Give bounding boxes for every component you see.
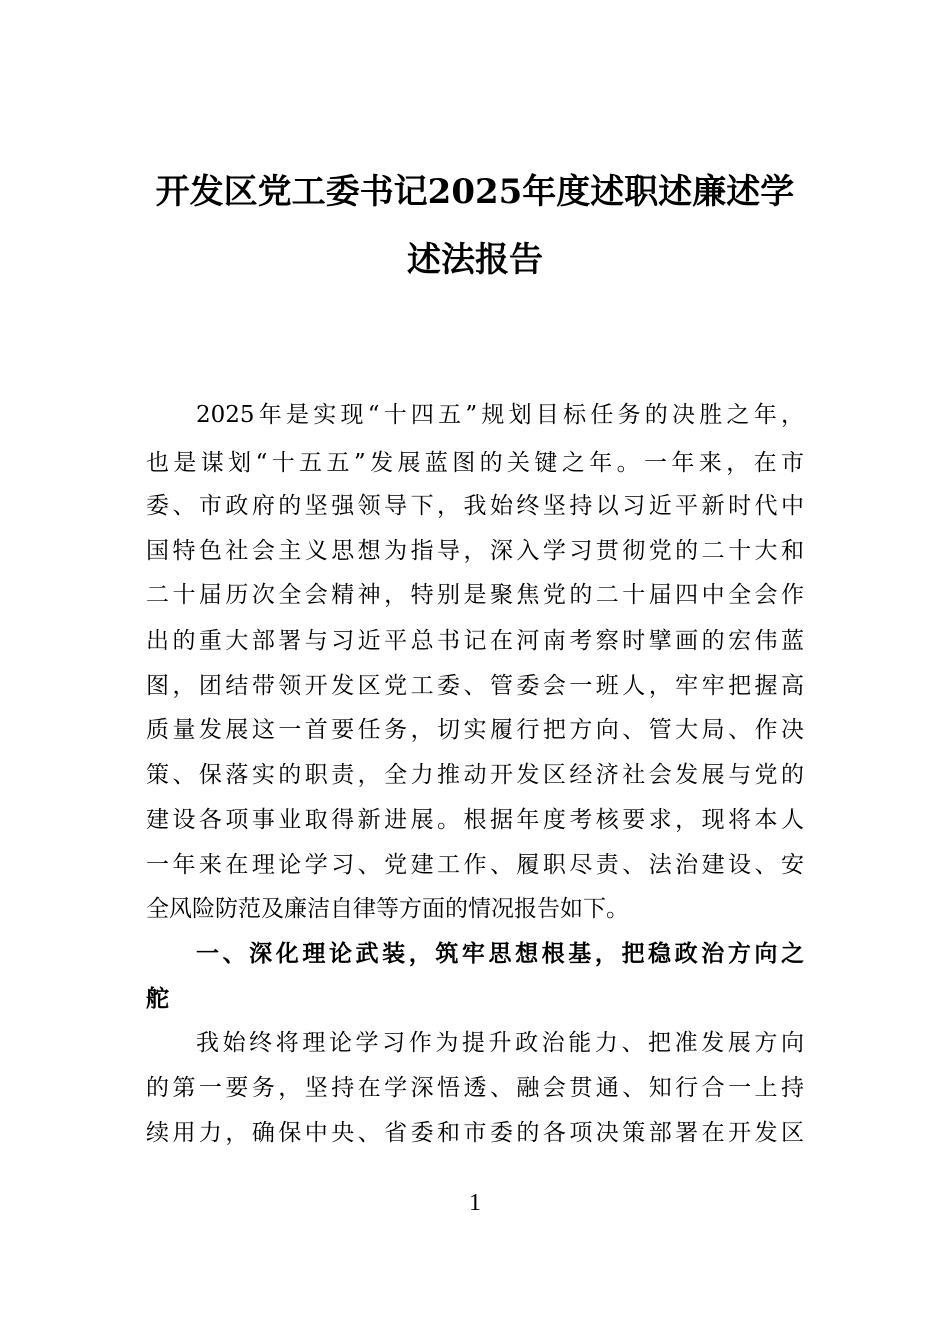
paragraph-line: 续用力，确保中央、省委和市委的各项决策部署在开发区 (146, 1120, 804, 1146)
paragraph-line: 二十届历次全会精神，特别是聚焦党的二十届四中全会作 (146, 582, 804, 608)
paragraph-line: 国特色社会主义思想为指导，深入学习贯彻党的二十大和 (146, 538, 804, 564)
document-title-line-2: 述法报告 (407, 240, 543, 280)
paragraph-line: 质量发展这一首要任务，切实履行把方向、管大局、作决 (146, 717, 804, 743)
paragraph-line: 我始终将理论学习作为提升政治能力、把准发展方向 (196, 1030, 804, 1056)
paragraph-line: 也是谋划“十五五”发展蓝图的关键之年。一年来，在市 (146, 450, 804, 476)
paragraph-line: 委、市政府的坚强领导下，我始终坚持以习近平新时代中 (146, 493, 804, 519)
paragraph-line: 出的重大部署与习近平总书记在河南考察时擘画的宏伟蓝 (146, 628, 804, 654)
paragraph-line: 建设各项事业取得新进展。根据年度考核要求，现将本人 (146, 807, 804, 833)
heading-line: 舵 (146, 986, 169, 1012)
paragraph-line: 策、保落实的职责，全力推动开发区经济社会发展与党的 (146, 762, 804, 788)
paragraph-line: 一年来在理论学习、党建工作、履职尽责、法治建设、安 (146, 852, 804, 878)
paragraph-line: 全风险防范及廉洁自律等方面的情况报告如下。 (146, 896, 629, 922)
paragraph-line: 2025年是实现“十四五”规划目标任务的决胜之年， (196, 402, 804, 428)
page-number: 1 (469, 1190, 481, 1216)
paragraph-line: 的第一要务，坚持在学深悟透、融会贯通、知行合一上持 (146, 1075, 804, 1101)
heading-line: 一、深化理论武装，筑牢思想根基，把稳政治方向之 (196, 941, 804, 967)
document-title-line-1: 开发区党工委书记2025年度述职述廉述学 (155, 172, 795, 212)
paragraph-line: 图，团结带领开发区党工委、管委会一班人，牢牢把握高 (146, 673, 804, 699)
